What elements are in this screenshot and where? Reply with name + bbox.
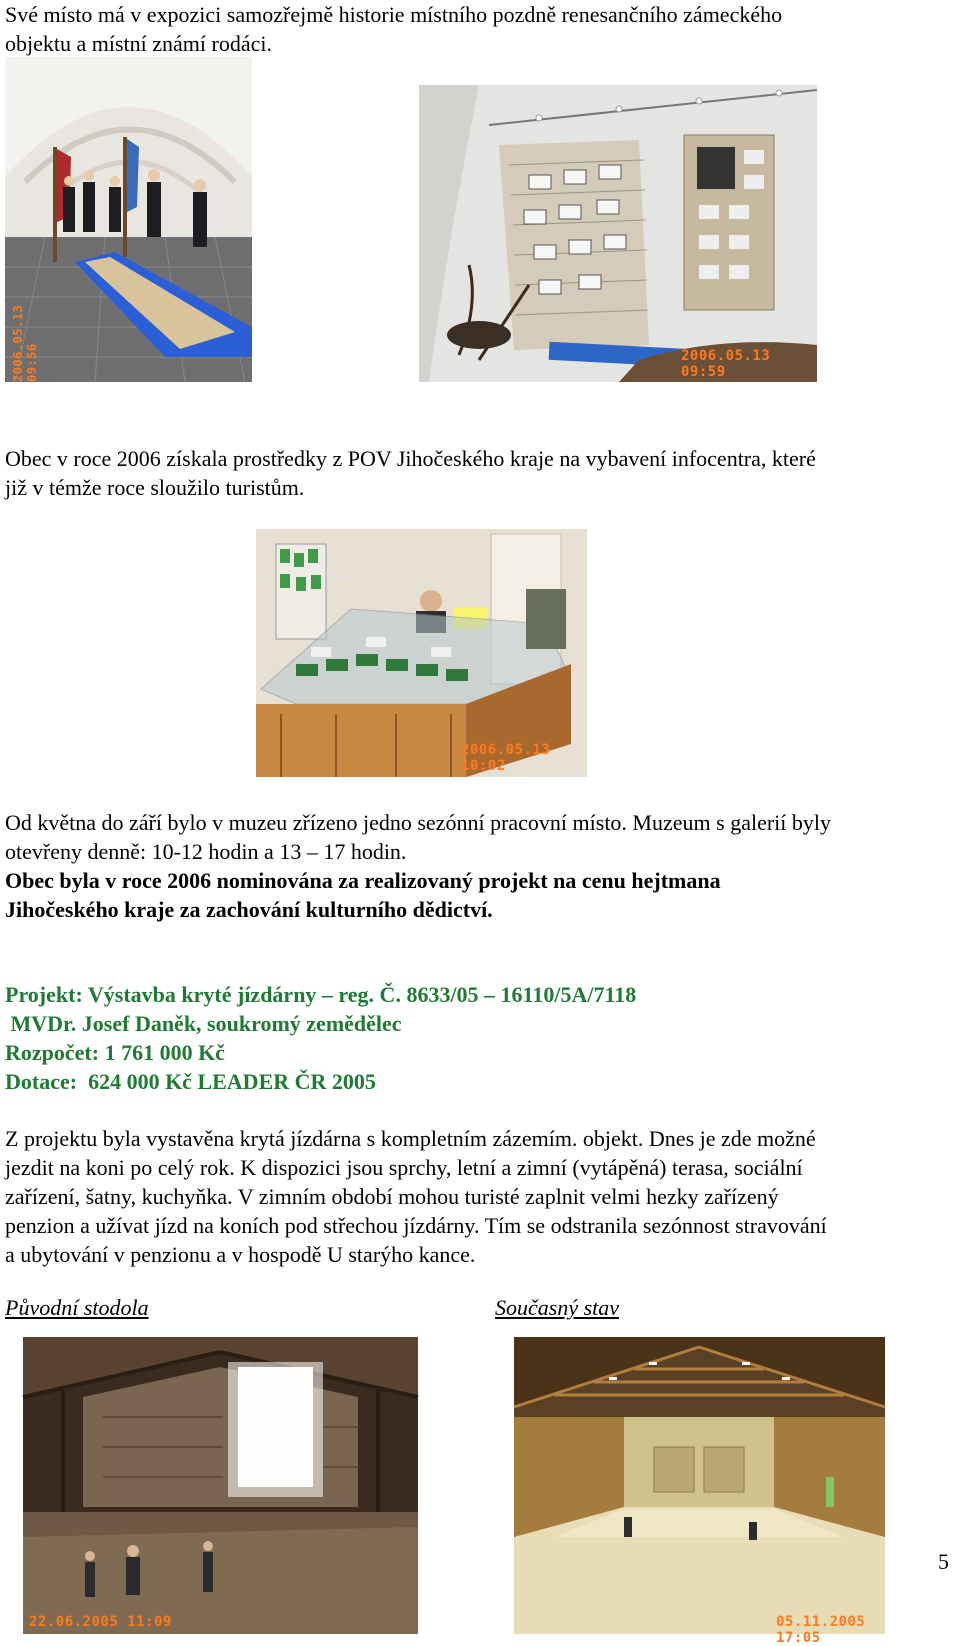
intro-line-1: Své místo má v expozici samozřejmě historie místního pozdně renesančního zámeckého xyxy=(5,2,783,27)
project-budget: Rozpočet: 1 761 000 Kč xyxy=(5,1040,225,1065)
season-line-1: Od května do září bylo v muzeu zřízeno jedno sezónní pracovní místo. Muzeum s galerií byly xyxy=(5,810,831,835)
season-text xyxy=(5,808,955,924)
photo-current-hall xyxy=(514,1337,885,1646)
intro-line-2: objektu a místní známí rodáci. xyxy=(5,31,272,56)
caption-before: Původní stodola xyxy=(5,1295,149,1320)
description-line-1: Z projektu byla vystavěna krytá jízdárna s kompletním zázemím. objekt. Dnes je zde možné xyxy=(5,1126,816,1151)
photo-infocentre xyxy=(256,529,587,777)
nomination-line-2: Jihočeského kraje za zachování kulturního dědictví. xyxy=(5,897,493,922)
description-line-4: penzion a užívat jízd na koních pod střechou jízdárny. Tím se odstranila sezónnost stravování xyxy=(5,1213,827,1238)
description-line-5: a ubytování v penzionu a v hospodě U starýho kance. xyxy=(5,1242,476,1267)
photo-date-stamp: 2006.05.13 10:02 xyxy=(461,742,551,774)
season-line-2: otevřeny denně: 10-12 hodin a 13 – 17 hodin. xyxy=(5,839,407,864)
project-block xyxy=(5,980,955,1096)
photo-fish-exhibit xyxy=(419,85,817,382)
description-line-2: jezdit na koni po celý rok. K dispozici jsou sprchy, letní a zimní (vytápěná) terasa, sociální xyxy=(5,1155,803,1180)
infocentre-text xyxy=(5,444,955,502)
page-number: 5 xyxy=(938,1549,949,1574)
infocentre-line-1: Obec v roce 2006 získala prostředky z POV Jihočeského kraje na vybavení infocentra, které xyxy=(5,446,816,471)
caption-after: Současný stav xyxy=(495,1295,620,1320)
photo-date-stamp: 2006.05.13 09:56 xyxy=(11,304,39,382)
project-owner: MVDr. Josef Daněk, soukromý zemědělec xyxy=(5,1011,402,1036)
description-line-3: zařízení, šatny, kuchyňka. V zimním období mohou turisté zaplnit velmi hezky zařízený xyxy=(5,1184,779,1209)
photo-date-stamp: 22.06.2005 11:09 xyxy=(29,1614,172,1630)
photo-date-stamp: 2006.05.13 09:59 xyxy=(681,348,771,380)
photo-exposition-hall xyxy=(5,57,252,382)
nomination-line-1: Obec byla v roce 2006 nominována za realizovaný projekt na cenu hejtmana xyxy=(5,868,721,893)
description-text xyxy=(5,1124,955,1269)
project-grant: Dotace: 624 000 Kč LEADER ČR 2005 xyxy=(5,1069,376,1094)
infocentre-line-2: již v témže roce sloužilo turistům. xyxy=(5,475,305,500)
photo-original-barn xyxy=(23,1337,418,1634)
project-title: Projekt: Výstavba kryté jízdárny – reg. Č. 8633/05 – 16110/5A/7118 xyxy=(5,982,637,1007)
intro-text xyxy=(5,0,945,58)
photo-date-stamp: 05.11.2005 17:05 xyxy=(776,1614,866,1646)
